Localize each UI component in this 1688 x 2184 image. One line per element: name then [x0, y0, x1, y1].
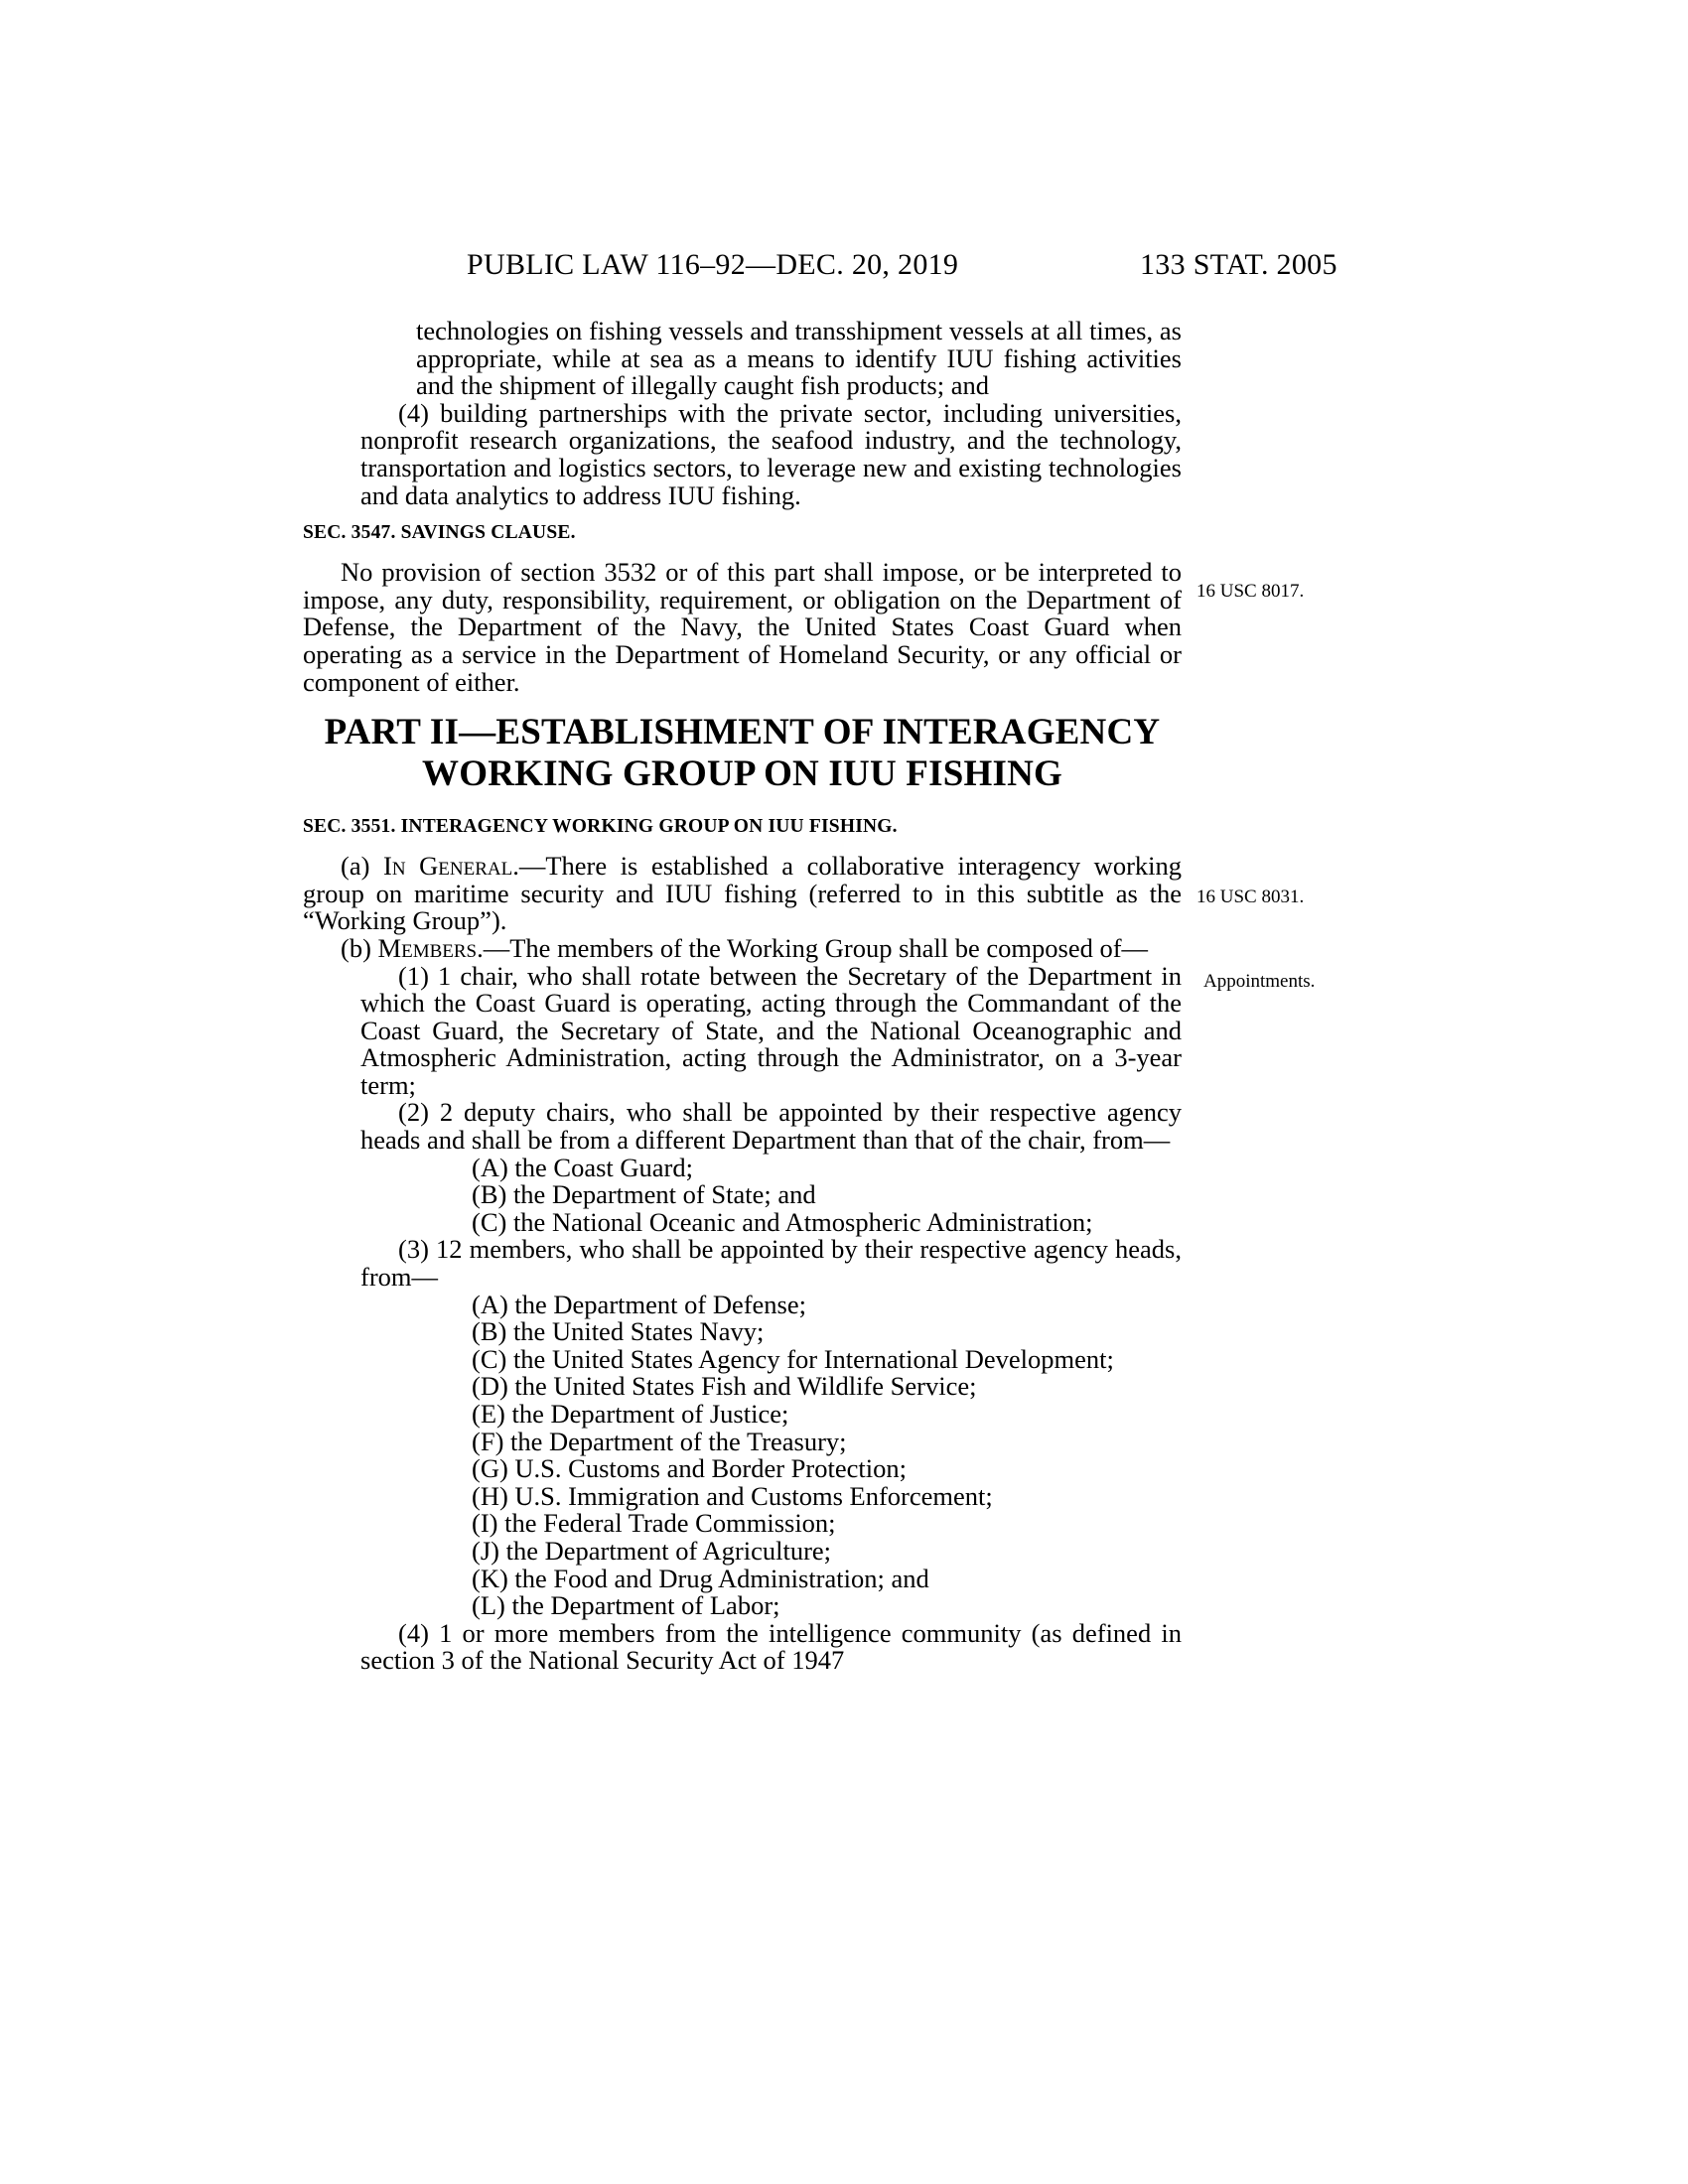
paragraph-b4: (4) 1 or more members from the intelligence community (as defined in section 3 of the National Security Act of 1947 — [360, 1617, 1182, 1676]
list-item: (E) the Department of Justice; — [472, 1399, 789, 1429]
section-3547-heading: SEC. 3547. SAVINGS CLAUSE. — [303, 522, 576, 544]
list-item: (H) U.S. Immigration and Customs Enforcement; — [472, 1480, 993, 1511]
list-item: (C) the United States Agency for International Development; — [472, 1343, 1114, 1374]
subsection-a-text: .—There is established a collaborative interagency working group on maritime security and IUU fishing (referred to in this subtitle as the “Working Group”). — [303, 851, 1183, 936]
list-item: (F) the Department of the Treasury; — [472, 1426, 847, 1456]
list-item: (A) the Coast Guard; — [472, 1152, 693, 1182]
part-title — [303, 712, 1182, 795]
subsection-b-text: .—The members of the Working Group shall be composed of— — [477, 932, 1149, 963]
paragraph-continuation: technologies on fishing vessels and transshipment vessels at all times, as appropriate, while at sea as a means to identify IUU fishing activities and the shipment of illegally caught fish products; and — [416, 316, 1182, 401]
paragraph-b1: (1) 1 chair, who shall rotate between the Secretary of the Department in which the Coast Guard is operating, acting through the Commandant of the Coast Guard, the Secretary of State, and the National Oceanographic and Atmospheric Administration, acting through the Administrator, on a 3-year term; — [360, 960, 1182, 1100]
part-title-line-2: WORKING GROUP ON IUU FISHING — [422, 753, 1062, 795]
subsection-b-label: (b) — [341, 932, 378, 963]
list-item: (C) the National Oceanic and Atmospheric Administration; — [472, 1206, 1093, 1237]
list-item: (K) the Food and Drug Administration; and — [472, 1563, 929, 1593]
margin-note-usc-8017: 16 USC 8017. — [1196, 581, 1305, 602]
running-title: PUBLIC LAW 116–92—DEC. 20, 2019 — [467, 248, 959, 281]
margin-note-usc-8031: 16 USC 8031. — [1196, 887, 1305, 907]
subsection-a-caption: In General — [383, 851, 513, 882]
subsection-b — [303, 932, 1182, 963]
subsection-a-label: (a) — [341, 851, 383, 882]
subsection-a — [303, 853, 1182, 935]
list-item: (D) the United States Fish and Wildlife Service; — [472, 1371, 977, 1402]
paragraph-b2: (2) 2 deputy chairs, who shall be appointed by their respective agency heads and shall be from a different Department than that of the chair, from— — [360, 1097, 1182, 1156]
document-body — [303, 318, 1182, 1675]
list-item: (G) U.S. Customs and Border Protection; — [472, 1453, 907, 1484]
section-3547-text: No provision of section 3532 or of this part shall impose, or be interpreted to impose, any duty, responsibility, requirement, or obligation on the Department of Defense, the Department of the Navy, the United States Coast Guard when operating as a service in the Department of Homeland Security, or any official or component of either. — [303, 557, 1182, 697]
stat-page-number: 133 STAT. 2005 — [1140, 248, 1337, 281]
list-item: (B) the United States Navy; — [472, 1316, 765, 1347]
section-3551-heading: SEC. 3551. INTERAGENCY WORKING GROUP ON IUU FISHING. — [303, 816, 898, 838]
page-header — [0, 248, 1688, 288]
list-item: (A) the Department of Defense; — [472, 1289, 806, 1319]
margin-note-appointments: Appointments. — [1203, 971, 1316, 992]
list-item: (L) the Department of Labor; — [472, 1590, 780, 1621]
paragraph-b3: (3) 12 members, who shall be appointed by their respective agency heads, from— — [360, 1234, 1182, 1293]
subsection-b-caption: Members — [377, 932, 478, 963]
paragraph-4: (4) building partnerships with the private sector, including universities, nonprofit research organizations, the seafood industry, and the technology, transportation and logistics sectors, to leverage new and existing technologies and data analytics to address IUU fishing. — [360, 397, 1182, 510]
list-item: (B) the Department of State; and — [472, 1179, 816, 1210]
list-item: (J) the Department of Agriculture; — [472, 1535, 832, 1566]
part-title-line-1: PART II—ESTABLISHMENT OF INTERAGENCY — [324, 712, 1161, 753]
list-item: (I) the Federal Trade Commission; — [472, 1508, 836, 1539]
